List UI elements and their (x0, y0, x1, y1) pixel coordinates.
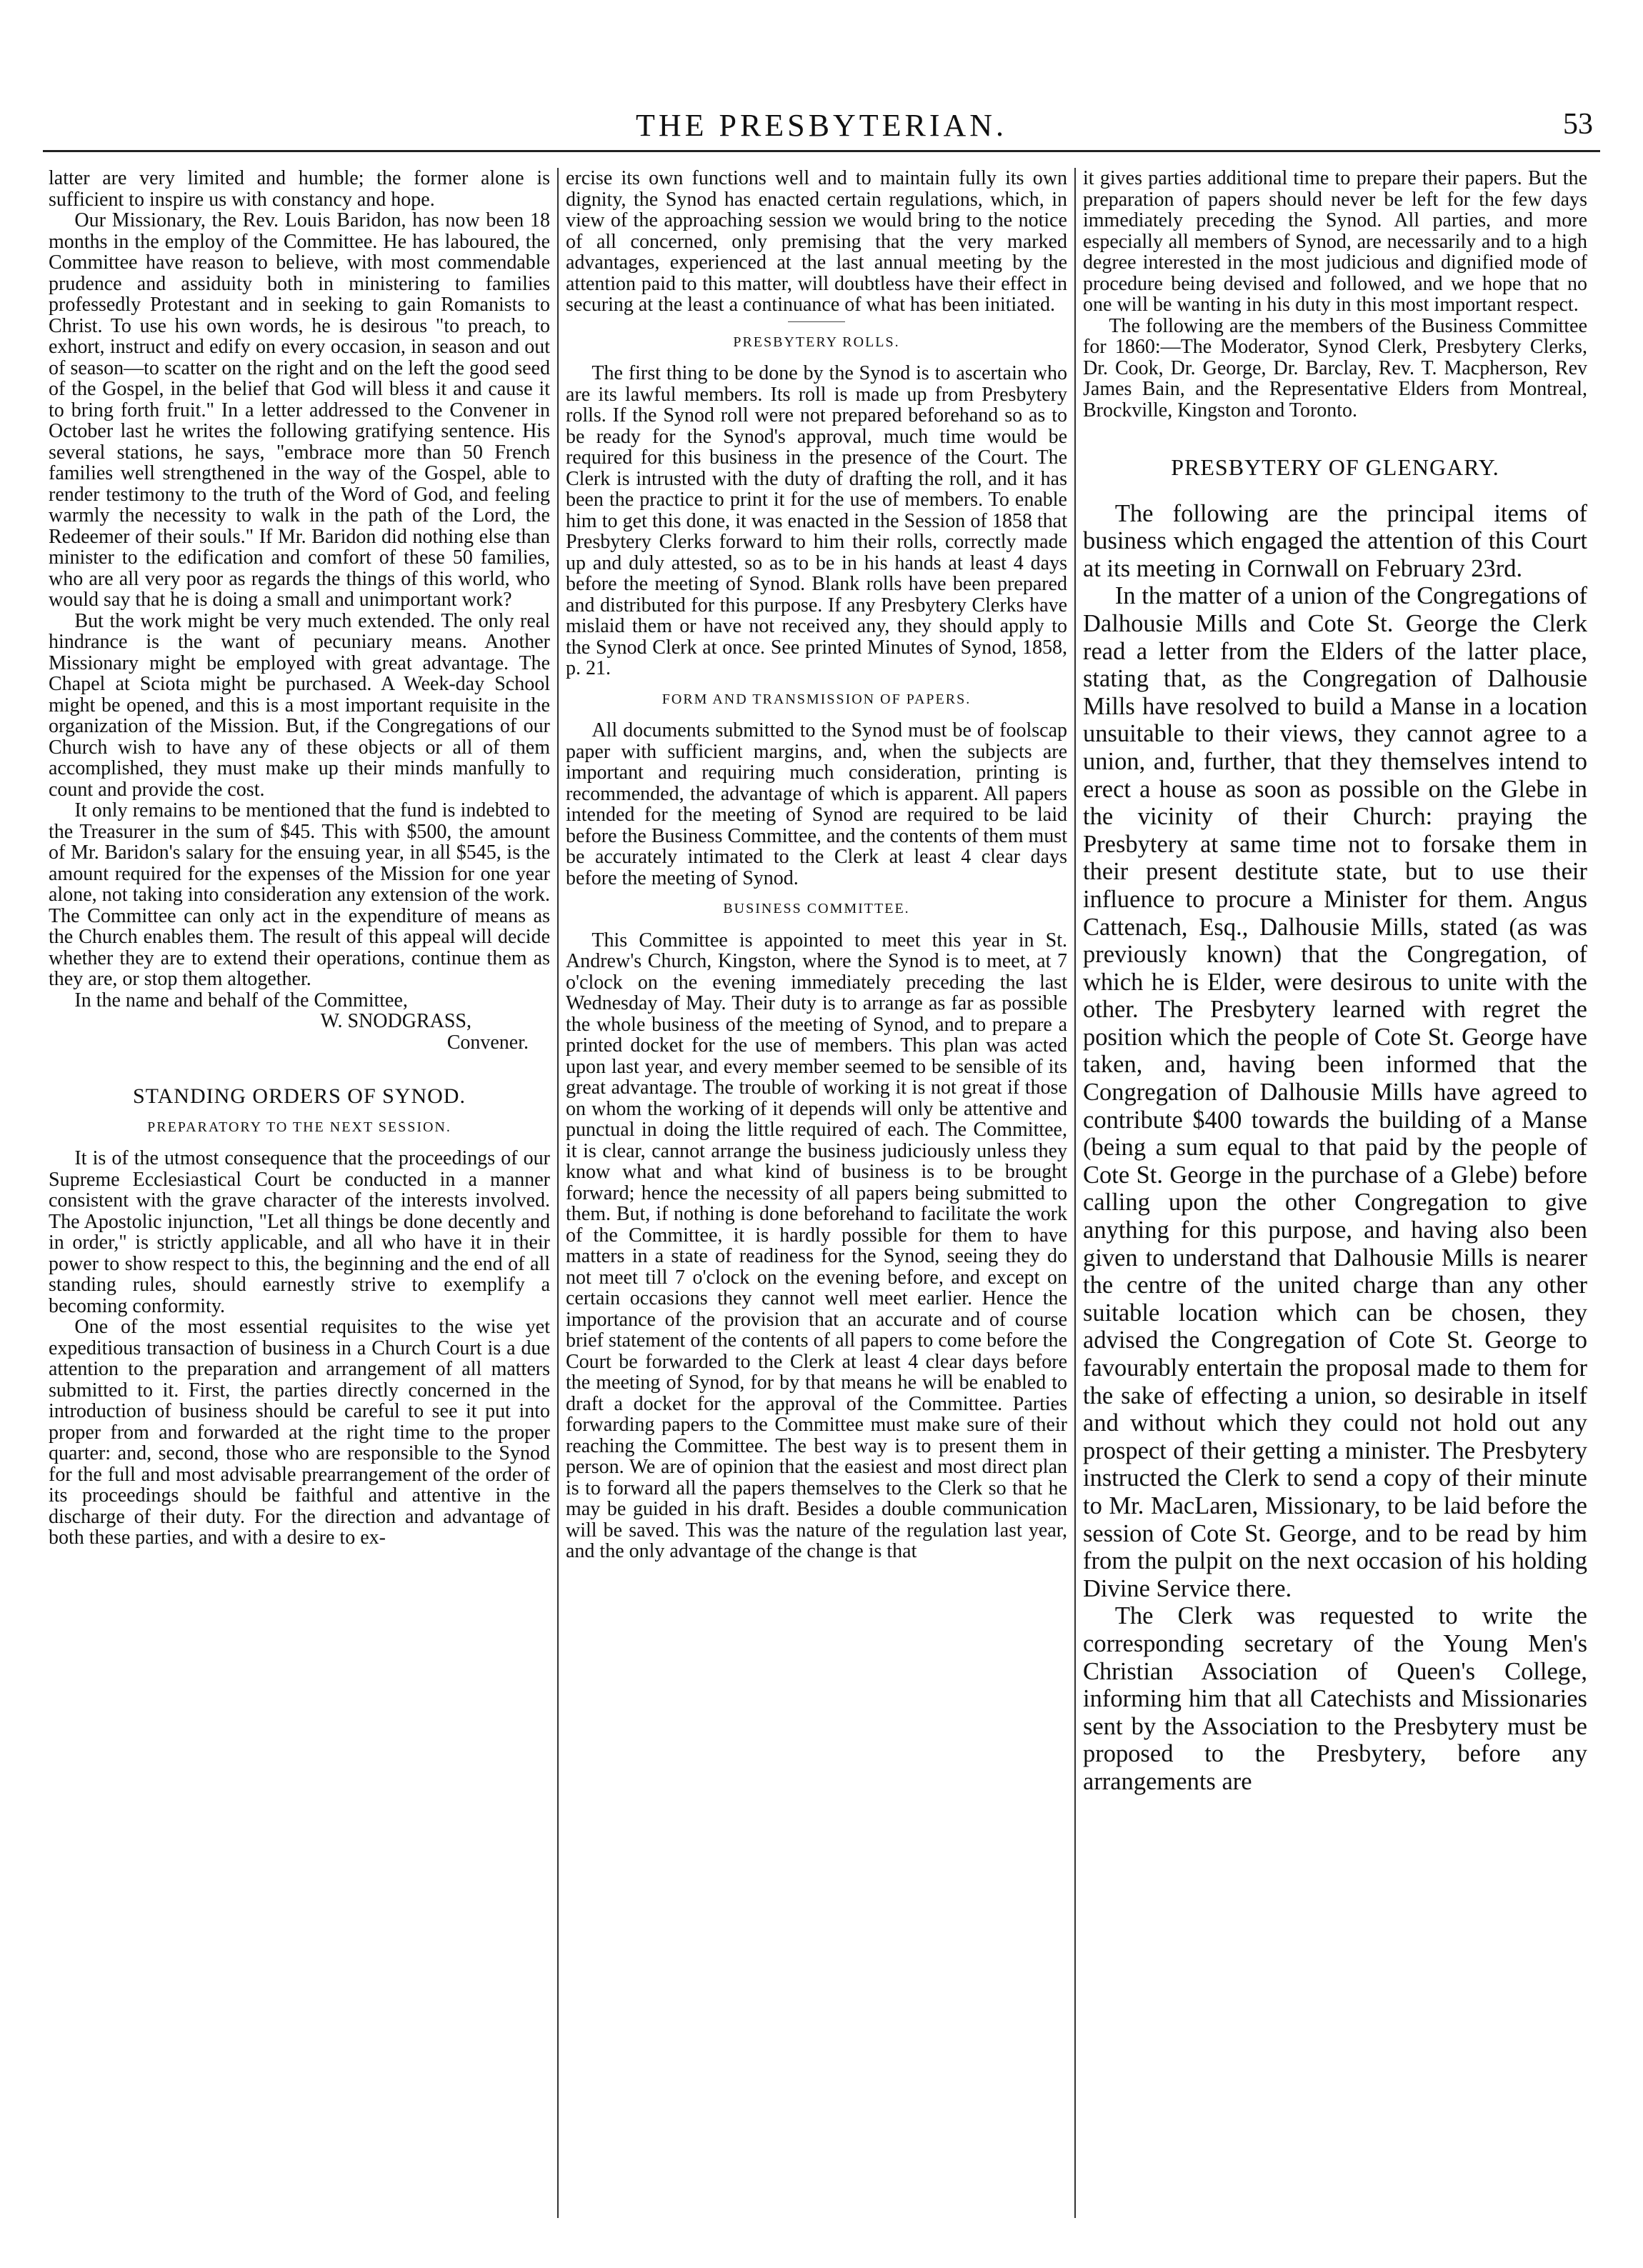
spacer (49, 1053, 550, 1086)
col1-paragraph-5: In the name and behalf of the Committee, (74, 989, 408, 1011)
column-2 (566, 168, 1067, 2218)
signature-name: W. SNODGRASS, (320, 1010, 471, 1032)
col2-paragraph-2: The first thing to be done by the Synod is to ascertain who are its lawful members. Its roll is made up from Presbytery rolls. If the Synod roll were not prepared beforehand so as to be ready for the Synod's approval, much time would be required for this business in the presence of the Court. The Clerk is intrusted with the duty of drafting the roll, and it has been the practice to print it for the use of members. To enable him to get this done, it was enacted in the Session of 1858 that Presbytery Clerks forward to him their rolls, correctly made up and duly attested, so as to be in his hands at least 4 days before the meeting of Synod. Blank rolls have been prepared and distributed for this purpose. If any Presbytery Clerks have mislaid them or have not received any, they should apply to the Synod Clerk at once. See printed Minutes of Synod, 1858, p. 21. (566, 362, 1067, 679)
section-title-glengary: PRESBYTERY OF GLENGARY. (1171, 454, 1499, 480)
subheading-form-transmission: FORM AND TRANSMISSION OF PAPERS. (661, 691, 972, 707)
publication-title: THE PRESBYTERIAN. (635, 108, 1008, 143)
col2-paragraph-3: All documents submitted to the Synod must be of foolscap paper with sufficient margins, and, when the subjects are important and requiring much consideration, printing is recommended, the advantage of which is apparent. All papers intended for the meeting of Synod are required to be laid before the Business Committee, and the contents of them must be accurately intimated to the Clerk at least 4 clear days before the meeting of Synod. (566, 719, 1067, 889)
column-3 (1083, 168, 1587, 2218)
col1-paragraph-4: It only remains to be mentioned that the fund is indebted to the Treasurer in the sum of $45. This with $500, the amount of Mr. Baridon's salary for the ensuing year, in all $545, is the amount required for the expenses of the Mission for one year alone, not taking into consideration any extension of the work. The Committee can only act in the expenditure of means as the Church enables them. The result of this appeal will decide whether they are to extend their operations, continue them as they are, or stop them altogether. (49, 799, 550, 990)
column-divider-2 (1074, 168, 1076, 2218)
spacer (566, 920, 1067, 930)
subheading-presbytery-rolls: PRESBYTERY ROLLS. (733, 334, 900, 350)
section-subtitle-preparatory: PREPARATORY TO THE NEXT SESSION. (147, 1119, 451, 1135)
col2-paragraph-4: This Committee is appointed to meet this year in St. Andrew's Church, Kingston, where the Synod is to meet, at 7 o'clock on the evening immediately preceding the last Wednesday of May. Their duty is to arrange as far as possible the whole business of the meeting of Synod, and to prepare a printed docket for the use of members. This plan was acted upon last year, and every member seemed to be sensible of its great advantage. The trouble of working it is not great if those on whom the working of it depends will only be attentive and punctual in doing the little required of each. The Committee, it is clear, cannot arrange the business judiciously unless they know what and what kind of business is to be brought forward; hence the necessity of all papers being submitted to them. But, if nothing is done beforehand to facilitate the work of the Committee, it is hardly possible for them to have matters in a state of readiness for the Synod, seeing they do not meet till 7 o'clock on the evening before, and except on certain occasions they cannot well meet earlier. Hence the importance of the provision that an accurate and of course brief statement of the contents of all papers to come before the Court be forwarded to the Clerk at least 4 clear days before the meeting of Synod, for by that means he will be enabled to draft a docket for the approval of the Committee. Parties forwarding papers to the Committee must make sure of their reaching the Committee. The best way is to present them in person. We are of opinion that the easiest and most direct plan is to forward all the papers themselves to the Clerk so that he may be guided in his draft. Besides a double communication will be saved. This was the nature of the regulation last year, and the only advantage of the change is that (566, 929, 1067, 1562)
col1-paragraph-2: Our Missionary, the Rev. Louis Baridon, has now been 18 months in the employ of the Committee. He has laboured, the Committee have reason to believe, with most commendable prudence and assiduity both in ministering to families professedly Protestant and in seeking to gain Romanists to Christ. To use his own words, he is desirous "to preach, to exhort, instruct and edify on every occasion, in season and out of season—to scatter on the right and on the left the good seed of the Gospel, in the belief that God will bless it and cause it to bring forth fruit." In a letter addressed to the Convener in October last he writes the following gratifying sentence. His several stations, he says, "embrace more than 50 French families well strengthened in the way of the Gospel, able to render testimony to the truth of the Word of God, and feeling warmly the necessity to walk in the path of the Lord, the Redeemer of their souls." If Mr. Baridon did nothing else than minister to the edification and comfort of these 50 families, who are all very poor as regards the things of this world, who would say that he is doing a small and unimportant work? (49, 209, 550, 611)
column-divider-1 (557, 168, 559, 2218)
short-divider (788, 321, 845, 322)
col1-paragraph-6: It is of the utmost consequence that the proceedings of our Supreme Ecclesiastical Court be conducted in a manner consistent with the grave character of the interests involved. The Apostolic injunction, "Let all things be done decently and in order," is strictly applicable, and all who have it in their power to show respect to this, the beginning and the end of all standing rules, should earnestly strive to exemplify a becoming conformity. (49, 1147, 550, 1317)
spacer (49, 1107, 550, 1117)
page-header (43, 107, 1600, 152)
col3-paragraph-2: The following are the members of the Business Committee for 1860:—The Moderator, Synod Clerk, Presbytery Clerks, Dr. Cook, Dr. George, Dr. Barclay, Rev. T. Macpherson, Rev James Bain, and the Representative Elders from Montreal, Brockville, Kingston and Toronto. (1083, 314, 1587, 421)
col3-paragraph-3: The following are the principal items of business which engaged the attention of this Court at its meeting in Cornwall on February 23rd. (1083, 499, 1587, 582)
spacer (566, 353, 1067, 363)
spacer (566, 679, 1067, 689)
col3-paragraph-4: In the matter of a union of the Congregations of Dalhousie Mills and Cote St. George the Clerk read a letter from the Elders of the latter place, stating that, as the Congregation of Dalhousie Mills have resolved to build a Manse in a location unsuitable to their views, they cannot agree to a union, and, further, that they themselves intend to erect a house as soon as possible on the Glebe in the vicinity of their Church: praying the Presbytery at same time not to forsake them in their present destitute state, but to use their influence to procure a Minister for them. Angus Cattenach, Esq., Dalhousie Mills, stated (as was previously known) that the Congregation, of which he is Elder, were desirous to unite with the other. The Presbytery learned with regret the position which the people of Cote St. George have taken, and, having been informed that the Congregation of Dalhousie Mills have agreed to contribute $400 towards the building of a Manse (being a sum equal to that paid by the people of Cote St. George in the purchase of a Glebe) before calling upon the other Congregation to give anything for this purpose, and having also been given to understand that Dalhousie Mills is nearer the centre of the united charge than any other suitable location which can be chosen, they advised the Congregation of Cote St. George to favourably entertain the proposal made to them for the sake of effecting a union, so desirable in itself and without which they could not hold out any prospect of their getting a minister. The Presbytery instructed the Clerk to send a copy of their minute to Mr. MacLaren, Missionary, to be laid before the session of Cote St. George, and to be read by him from the pulpit on the next occasion of his holding Divine Service there. (1083, 582, 1587, 1602)
subheading-business-committee: BUSINESS COMMITTEE. (723, 901, 910, 916)
section-title-standing-orders: STANDING ORDERS OF SYNOD. (133, 1084, 466, 1108)
spacer (49, 1138, 550, 1148)
col2-paragraph-1: ercise its own functions well and to maintain fully its own dignity, the Synod has enacted certain regulations, which, in view of the approaching session we would bring to the notice of all concerned, only premising that the very marked advantages, experienced at the last annual meeting by the attention paid to this matter, will doubtless have their effect in securing at the least a continuance of what has been initiated. (566, 168, 1067, 316)
col1-paragraph-3: But the work might be very much extended. The only real hindrance is the want of pecuniary means. Another Missionary might be employed with great advantage. The Chapel at Sciota might be purchased. A Week-day School might be opened, and this is a most important requisite in the organization of the Mission. But, if the Congregations of our Church wish to have any of these objects or all of them accomplished, they must make up their minds manfully to count and provide the cost. (49, 609, 550, 801)
spacer (566, 889, 1067, 899)
signature-title: Convener. (446, 1031, 529, 1054)
page-number: 53 (1563, 108, 1593, 141)
col1-paragraph-7: One of the most essential requisites to the wise yet expeditious transaction of business in a Church Court is a due attention to the preparation and arrangement of all matters submitted to it. First, the parties directly concerned in the introduction of business should be careful to see it put into proper from and forwarded at the right time to the proper quarter: and, second, those who are responsible to the Synod for the full and most advisable prearrangement of the order of its proceedings should be faithful and attentive in the discharge of their duty. For the direction and advantage of both these parties, and with a desire to ex- (49, 1316, 550, 1549)
spacer (566, 710, 1067, 720)
col1-paragraph-1: latter are very limited and humble; the former alone is sufficient to inspire us with constancy and hope. (49, 168, 550, 211)
column-1 (49, 168, 550, 2218)
col3-paragraph-1: it gives parties additional time to prepare their papers. But the preparation of papers should never be left for the few days immediately preceding the Synod. All parties, and more especially all members of Synod, are necessarily and to a high degree interested in the most judicious and dignified mode of procedure being devised and followed, and we hope that no one will be wanting in his duty in this most important respect. (1083, 168, 1587, 316)
spacer (1083, 421, 1587, 454)
spacer (1083, 481, 1587, 500)
col3-paragraph-5: The Clerk was requested to write the corresponding secretary of the Young Men's Christian Association of Queen's College, informing him that all Catechists and Missionaries sent by the Association to the Presbytery must be proposed to the Presbytery, before any arrangements are (1083, 1602, 1587, 1795)
